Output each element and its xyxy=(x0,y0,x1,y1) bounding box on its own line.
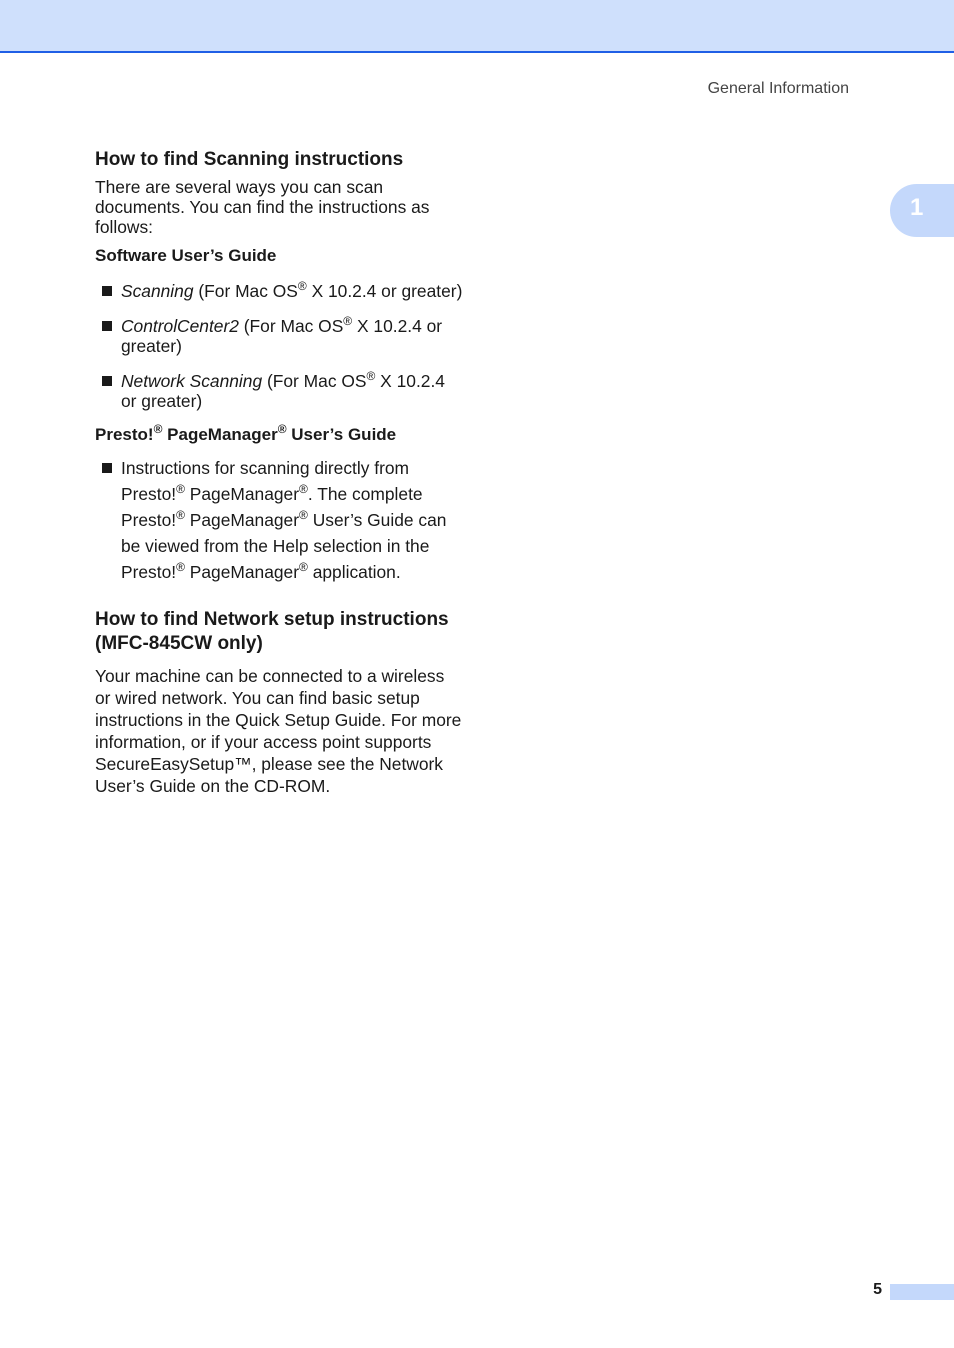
chapter-tab xyxy=(890,184,954,237)
page-number: 5 xyxy=(873,1281,882,1298)
software-guide-list xyxy=(95,281,463,411)
network-body: Your machine can be connected to a wireless or wired network. You can find basic setup instructions in the Quick Setup Guide. For more information, or if your access point supports SecureEasySetup™, please see the Network User’s Guide on the CD-ROM. xyxy=(95,666,462,796)
item-text: (For Mac OS xyxy=(262,371,367,391)
registered-mark: ® xyxy=(153,422,163,436)
registered-mark: ® xyxy=(176,508,185,522)
registered-mark: ® xyxy=(299,560,308,574)
item-text: PageManager xyxy=(184,484,300,504)
running-header: General Information xyxy=(707,80,849,97)
item-text: X 10.2.4 or greater) xyxy=(121,371,445,411)
registered-mark: ® xyxy=(297,279,307,293)
page-number-band xyxy=(890,1284,954,1300)
square-bullet-icon xyxy=(102,376,112,386)
item-text: PageManager xyxy=(184,562,300,582)
square-bullet-icon xyxy=(102,286,112,296)
item-text: PageManager xyxy=(184,510,300,530)
square-bullet-icon xyxy=(102,321,112,331)
item-text: Instructions for scanning directly from Presto! xyxy=(121,458,410,504)
item-text: User’s Guide can be viewed from the Help selection in the Presto! xyxy=(121,510,447,582)
registered-mark: ® xyxy=(299,508,308,522)
heading-text: Presto! xyxy=(95,425,154,444)
item-text: X 10.2.4 or greater) xyxy=(121,316,443,356)
registered-mark: ® xyxy=(343,314,353,328)
top-header-band xyxy=(0,0,954,53)
scanning-intro: There are several ways you can scan documents. You can find the instructions as follows: xyxy=(95,177,430,237)
heading-text: PageManager xyxy=(162,425,278,444)
item-text: . The complete Presto! xyxy=(121,484,423,530)
item-text: X 10.2.4 or greater) xyxy=(306,281,463,301)
heading-text: User’s Guide xyxy=(286,425,397,444)
item-title: ControlCenter2 xyxy=(121,316,239,336)
network-heading: How to find Network setup instructions (MFC-845CW only) xyxy=(95,609,449,654)
registered-mark: ® xyxy=(176,482,185,496)
registered-mark: ® xyxy=(277,422,287,436)
chapter-number: 1 xyxy=(910,194,924,221)
item-text: (For Mac OS xyxy=(238,316,344,336)
list-item xyxy=(95,281,463,301)
registered-mark: ® xyxy=(366,369,376,383)
registered-mark: ® xyxy=(176,560,185,574)
registered-mark: ® xyxy=(299,482,308,496)
item-title: Scanning xyxy=(121,281,194,301)
list-item xyxy=(95,371,463,411)
presto-guide-list xyxy=(95,455,463,585)
item-text: (For Mac OS xyxy=(193,281,298,301)
main-column xyxy=(95,148,463,797)
square-bullet-icon xyxy=(102,463,112,473)
list-item xyxy=(95,316,463,356)
list-item xyxy=(95,455,463,585)
presto-guide-heading xyxy=(95,422,463,445)
item-title: Network Scanning xyxy=(121,371,263,391)
software-guide-heading: Software User’s Guide xyxy=(95,246,277,265)
item-text: application. xyxy=(307,562,401,582)
scanning-heading: How to find Scanning instructions xyxy=(95,149,404,170)
